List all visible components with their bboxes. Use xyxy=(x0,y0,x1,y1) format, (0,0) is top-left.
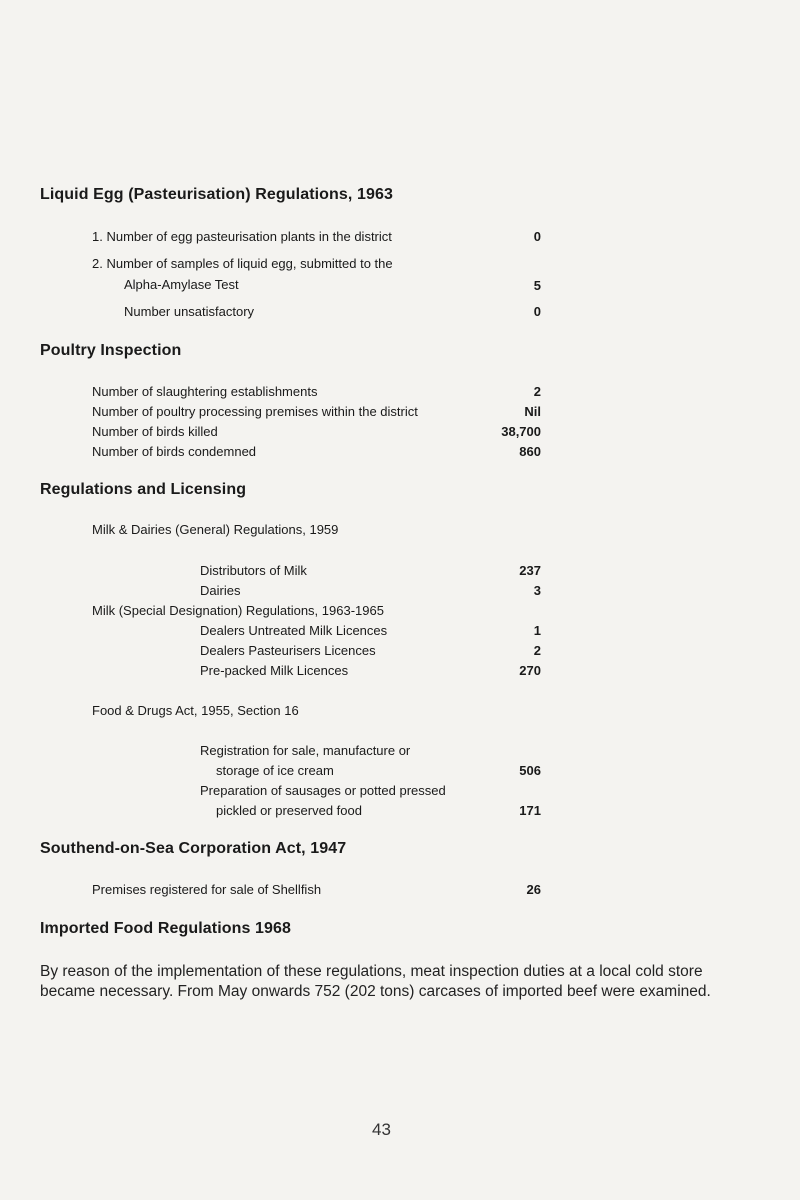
row-value: 26 xyxy=(526,882,541,897)
subheading: Milk (Special Designation) Regulations, 1963-1965 xyxy=(92,603,384,618)
row-value: 171 xyxy=(519,803,541,818)
row-label: Number unsatisfactory xyxy=(124,304,255,319)
row-value: 1 xyxy=(533,623,541,638)
row-value: 3 xyxy=(533,583,541,598)
row-label: Distributors of Milk xyxy=(200,563,307,578)
row-label: Alpha-Amylase Test xyxy=(124,277,239,292)
row-value: 270 xyxy=(519,663,541,678)
row-value: 237 xyxy=(519,563,541,578)
row-label: storage of ice cream xyxy=(216,763,334,778)
row-label: Number of poultry processing premises within the district xyxy=(92,404,418,419)
row-label: Number of slaughtering establishments xyxy=(92,384,318,399)
row-label: Dairies xyxy=(200,583,241,598)
row-label: Number of birds killed xyxy=(92,424,218,439)
subheading: Food & Drugs Act, 1955, Section 16 xyxy=(92,703,299,718)
row-value: 0 xyxy=(533,304,541,319)
row-label: Dealers Pasteurisers Licences xyxy=(200,643,376,658)
row-label: Number of birds condemned xyxy=(92,444,257,459)
row-label: pickled or preserved food xyxy=(216,803,362,818)
subheading: Milk & Dairies (General) Regulations, 1959 xyxy=(92,522,339,537)
row-value: 0 xyxy=(533,229,541,244)
section-heading-liquid-egg: Liquid Egg (Pasteurisation) Regulations, 1963 xyxy=(40,186,393,203)
section-heading-regulations: Regulations and Licensing xyxy=(40,481,247,498)
row-label: Preparation of sausages or potted pressed xyxy=(200,783,446,798)
section-heading-poultry: Poultry Inspection xyxy=(40,342,182,359)
section-heading-southend: Southend-on-Sea Corporation Act, 1947 xyxy=(40,840,347,857)
row-label: 1. Number of egg pasteurisation plants in the district xyxy=(92,229,392,244)
row-label: Registration for sale, manufacture or xyxy=(200,743,411,758)
page-number: 43 xyxy=(372,1120,391,1139)
row-value: 38,700 xyxy=(501,424,541,439)
row-value: 860 xyxy=(519,444,541,459)
row-label: Pre-packed Milk Licences xyxy=(200,663,349,678)
row-label: 2. Number of samples of liquid egg, submitted to the xyxy=(92,256,393,271)
row-label: Dealers Untreated Milk Licences xyxy=(200,623,388,638)
section-heading-imported-food: Imported Food Regulations 1968 xyxy=(40,920,292,937)
row-value: Nil xyxy=(524,404,541,419)
row-value: 5 xyxy=(533,278,541,293)
row-value: 2 xyxy=(533,384,541,399)
row-label: Premises registered for sale of Shellfish xyxy=(92,882,322,897)
body-paragraph: By reason of the implementation of these regulations, meat inspection duties at a local cold store became necessary. From May onwards 752 (202 tons) carcases of imported beef were examined. xyxy=(40,963,711,1000)
row-value: 2 xyxy=(533,643,541,658)
row-value: 506 xyxy=(519,763,541,778)
